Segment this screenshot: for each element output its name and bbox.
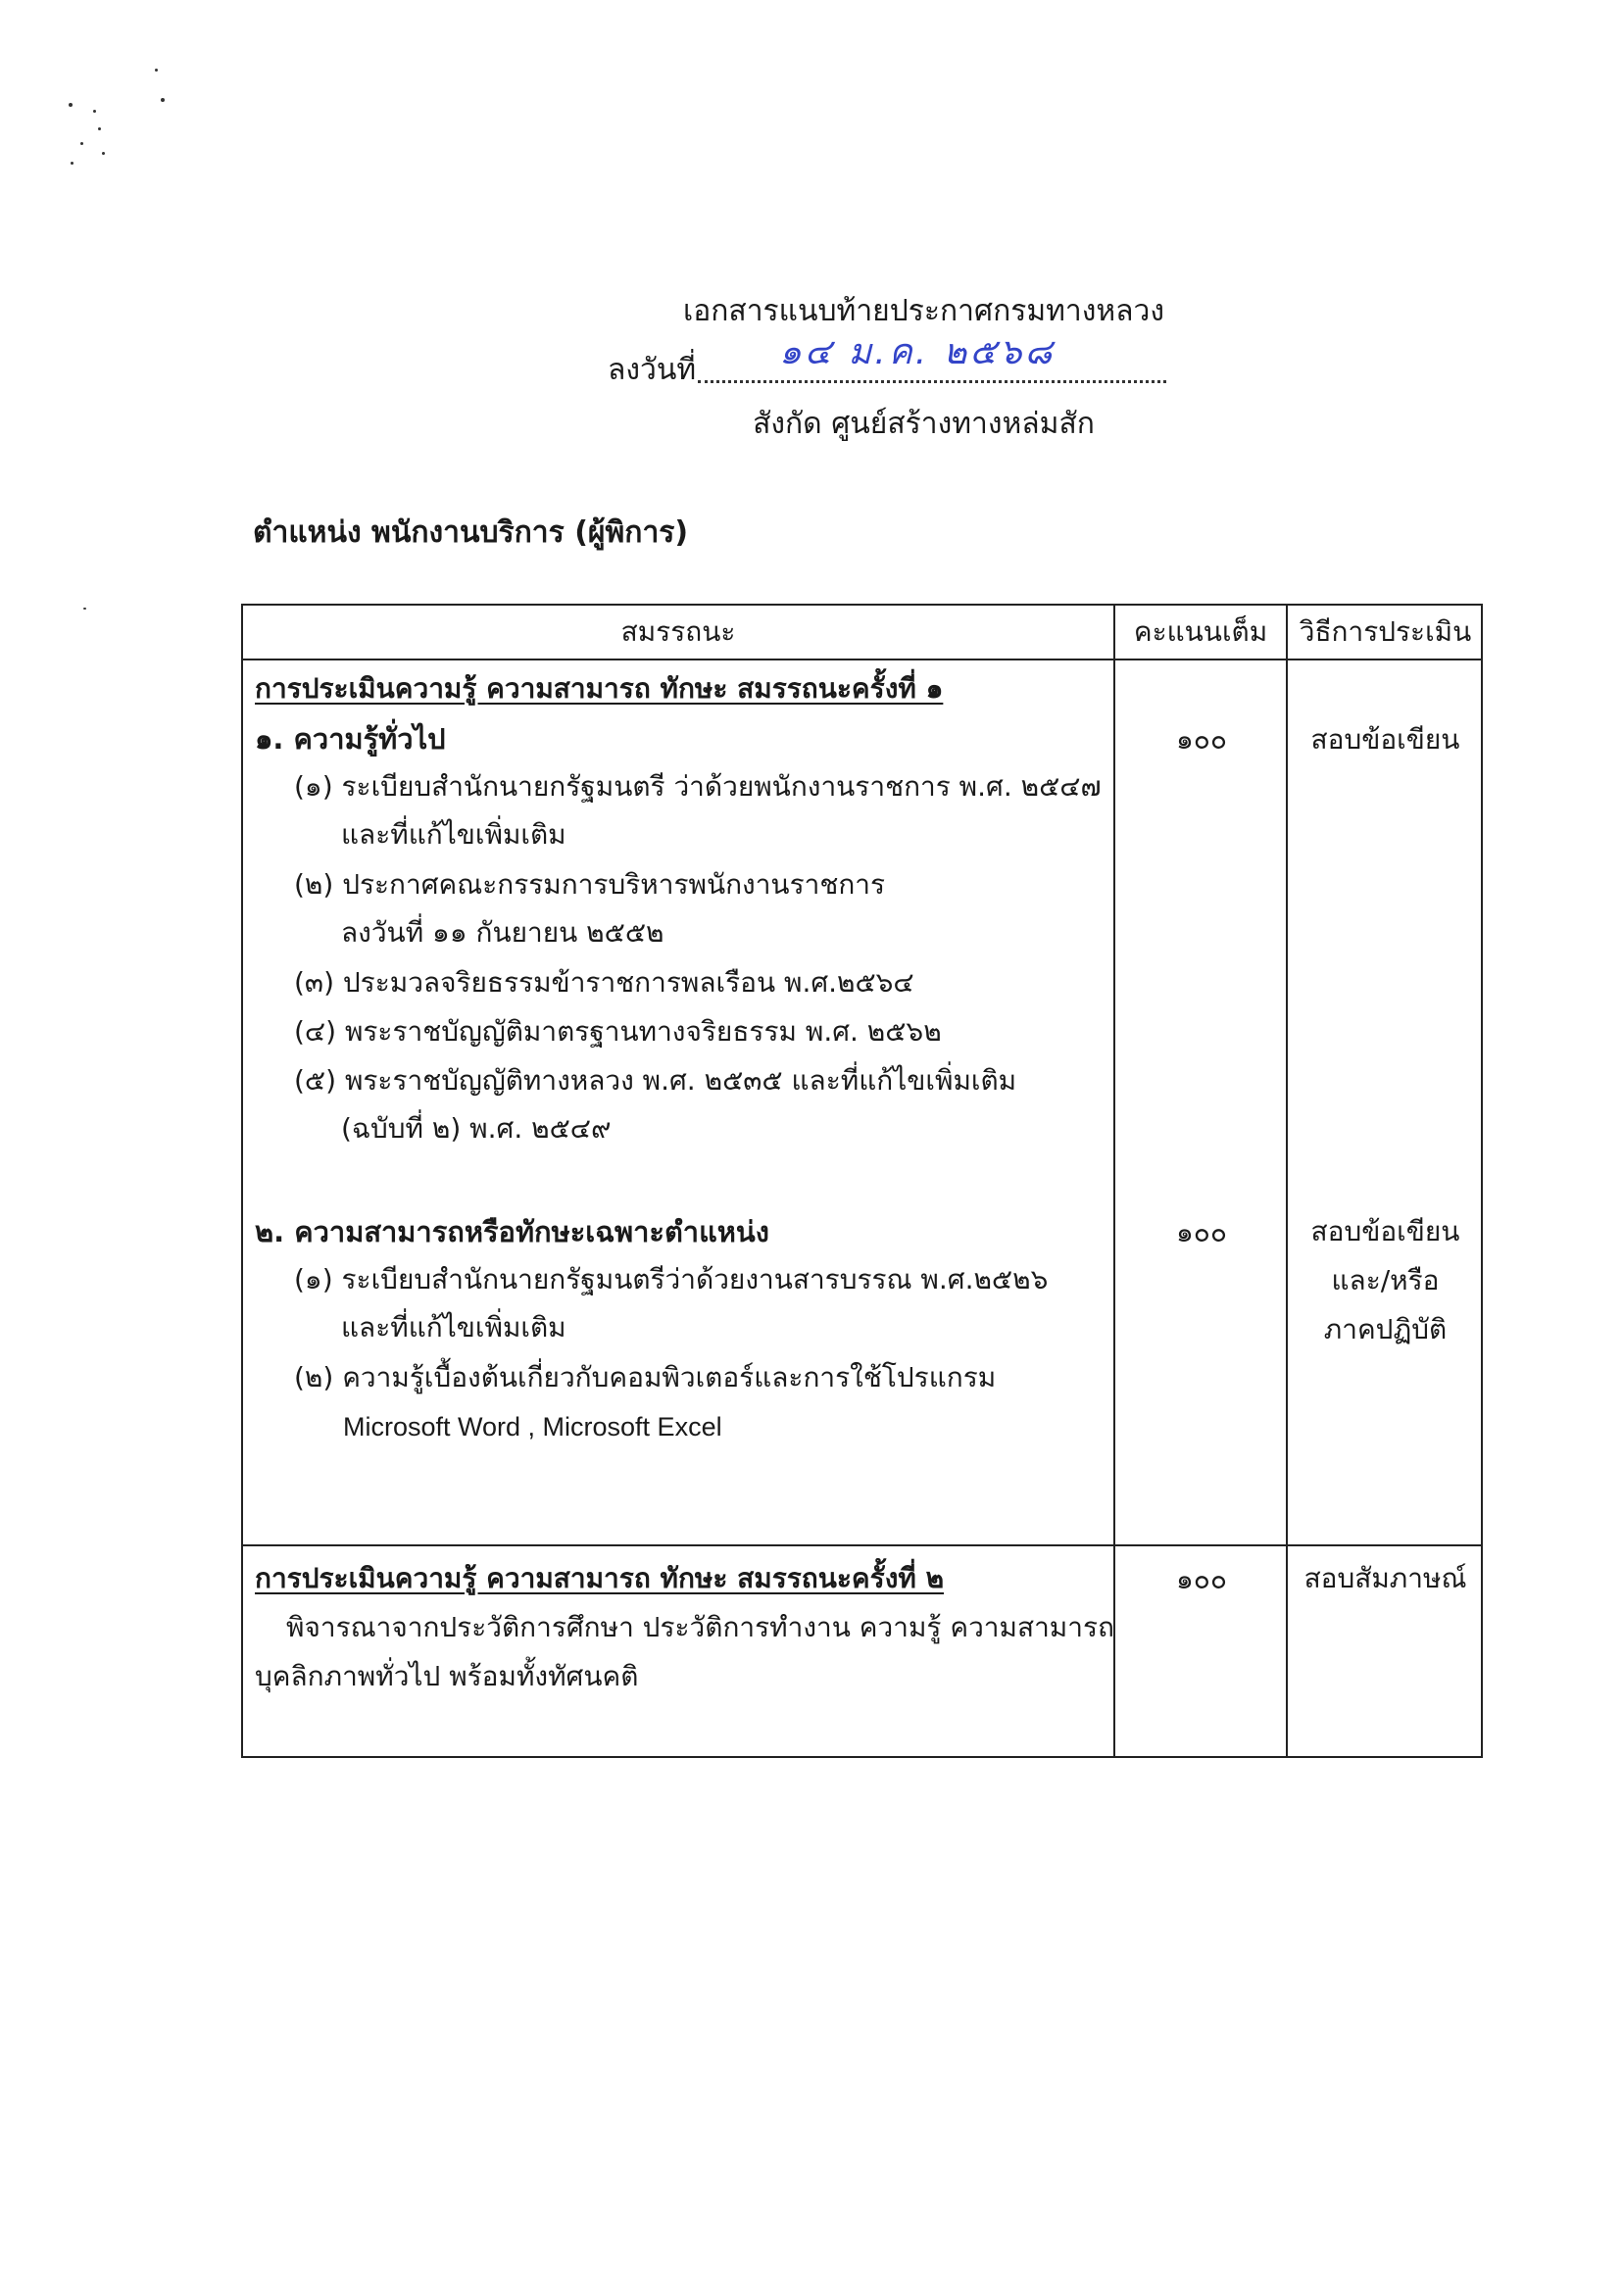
date-line	[608, 333, 1166, 392]
section2-heading: ๒. ความสามารถหรือทักษะเฉพาะตำแหน่ง	[255, 1215, 769, 1248]
scan-speck	[69, 103, 73, 107]
date-dotted-line	[698, 380, 1166, 383]
scan-speck	[102, 152, 105, 155]
scan-speck	[161, 98, 165, 102]
section1-method: สอบข้อเขียน	[1310, 723, 1460, 756]
section1-item: (๒) ประกาศคณะกรรมการบริหารพนักงานราชการ	[294, 868, 886, 901]
affiliation: สังกัด ศูนย์สร้างทางหล่มสัก	[753, 407, 1095, 441]
section2-score: ๑๐๐	[1176, 1216, 1227, 1248]
document-title: เอกสารแนบท้ายประกาศกรมทางหลวง	[682, 294, 1165, 328]
section2-method-line3: ภาคปฏิบัติ	[1323, 1313, 1448, 1345]
round-divider	[243, 1544, 1481, 1546]
scan-speck	[83, 608, 86, 610]
round1-title: การประเมินความรู้ ความสามารถ ทักษะ สมรรถนะครั้งที่ ๑	[255, 672, 944, 705]
scan-speck	[93, 110, 96, 113]
section1-score: ๑๐๐	[1176, 723, 1227, 756]
date-label: ลงวันที่	[608, 353, 697, 387]
scan-speck	[80, 142, 83, 145]
section2-method-line1: สอบข้อเขียน	[1310, 1215, 1460, 1247]
round2-description-line2: บุคลิกภาพทั่วไป พร้อมทั้งทัศนคติ	[255, 1660, 639, 1692]
section2-item: (๒) ความรู้เบื้องต้นเกี่ยวกับคอมพิวเตอร์และการใช้โปรแกรม	[294, 1361, 997, 1393]
section1-item: (๓) ประมวลจริยธรรมข้าราชการพลเรือน พ.ศ.๒๕๖๔	[294, 966, 914, 999]
section2-item: (๑) ระเบียบสำนักนายกรัฐมนตรีว่าด้วยงานสารบรรณ พ.ศ.๒๕๒๖	[294, 1263, 1049, 1295]
section1-item-cont: และที่แก้ไขเพิ่มเติม	[341, 818, 566, 851]
round2-score: ๑๐๐	[1176, 1563, 1227, 1595]
round2-description-line1: พิจารณาจากประวัติการศึกษา ประวัติการทำงาน ความรู้ ความสามารถ	[286, 1611, 1114, 1643]
section2-item-cont: และที่แก้ไขเพิ่มเติม	[341, 1311, 566, 1343]
scan-speck	[155, 69, 158, 72]
header-competency: สมรรถนะ	[620, 615, 736, 648]
section2-method-line2: และ/หรือ	[1331, 1264, 1440, 1296]
round2-title: การประเมินความรู้ ความสามารถ ทักษะ สมรรถนะครั้งที่ ๒	[255, 1562, 945, 1594]
position-title: ตำแหน่ง พนักงานบริการ (ผู้พิการ)	[253, 515, 689, 550]
handwritten-date: ๑๔ ม.ค. ๒๕๖๘	[779, 332, 1056, 372]
section1-item: (๔) พระราชบัญญัติมาตรฐานทางจริยธรรม พ.ศ. ๒๕๖๒	[294, 1015, 942, 1048]
round2-method: สอบสัมภาษณ์	[1303, 1562, 1467, 1594]
section1-item: (๑) ระเบียบสำนักนายกรัฐมนตรี ว่าด้วยพนักงานราชการ พ.ศ. ๒๕๔๗	[294, 770, 1102, 803]
header-row-divider	[243, 659, 1481, 660]
scan-speck	[98, 127, 101, 130]
section1-item-cont: (ฉบับที่ ๒) พ.ศ. ๒๕๔๙	[341, 1112, 612, 1145]
section1-heading: ๑. ความรู้ทั่วไป	[255, 722, 446, 756]
competency-table	[241, 604, 1483, 1758]
section1-item-cont: ลงวันที่ ๑๑ กันยายน ๒๕๕๒	[341, 916, 664, 949]
section2-item-cont: Microsoft Word , Microsoft Excel	[343, 1412, 722, 1441]
section1-item: (๕) พระราชบัญญัติทางหลวง พ.ศ. ๒๕๓๕ และที่แก้ไขเพิ่มเติม	[294, 1064, 1017, 1097]
header-full-score: คะแนนเต็ม	[1133, 615, 1268, 648]
scan-speck	[71, 162, 74, 165]
header-method: วิธีการประเมิน	[1299, 615, 1472, 648]
